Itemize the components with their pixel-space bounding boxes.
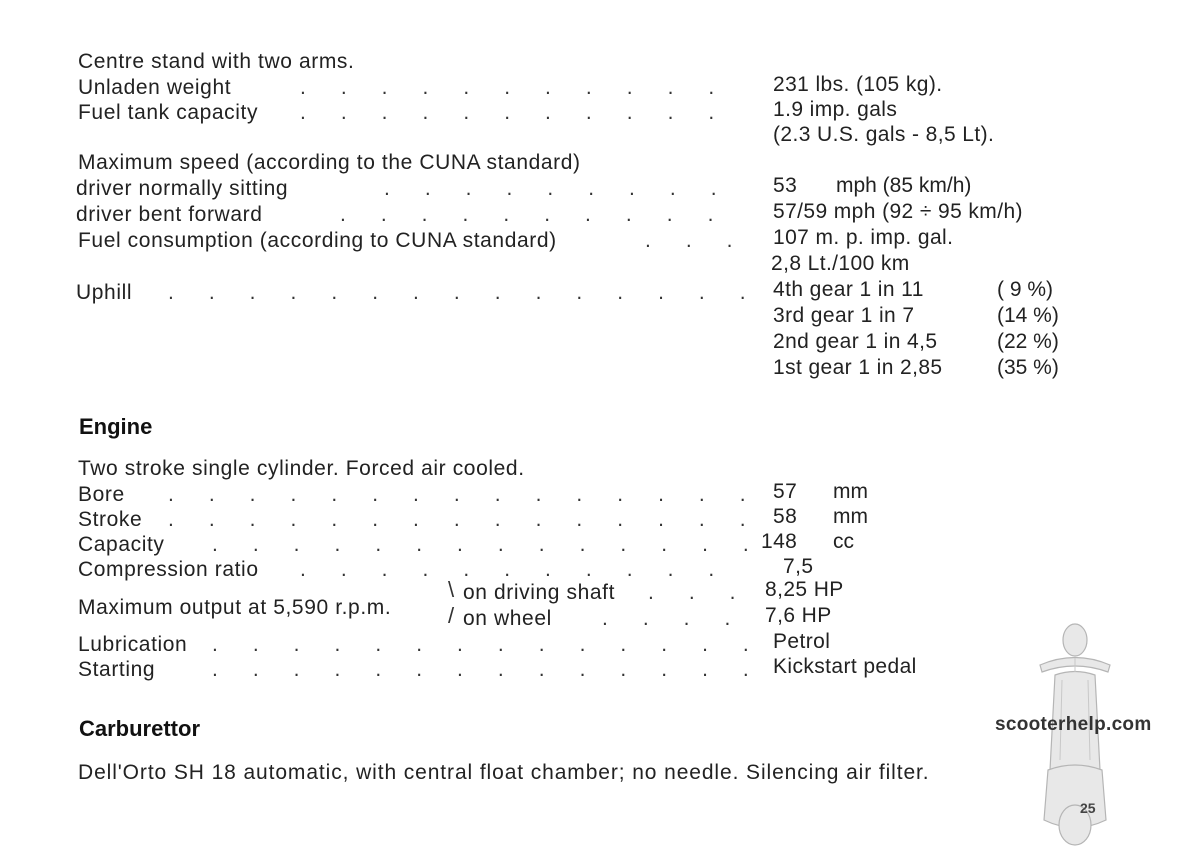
stroke-label: Stroke <box>78 508 143 531</box>
shaft-label: on driving shaft <box>463 581 616 604</box>
fuel-consumption-label: Fuel consumption (according to CUNA standard) <box>78 229 557 252</box>
unladen-weight-value: 231 lbs. (105 kg). <box>773 73 943 96</box>
bore-value: 57 <box>773 480 798 503</box>
max-speed-title: Maximum speed (according to the CUNA standard) <box>78 151 581 174</box>
capacity-value: 148 <box>761 530 798 553</box>
lubrication-label: Lubrication <box>78 633 188 656</box>
wheel-label: on wheel <box>463 607 552 630</box>
engine-description: Two stroke single cylinder. Forced air cooled. <box>78 457 525 480</box>
carburettor-heading: Carburettor <box>79 716 201 741</box>
leader-dots: . . . . . . . . . . . . . . <box>212 533 749 556</box>
leader-dots: . . . . . . . . . <box>384 177 717 200</box>
stroke-value: 58 <box>773 505 798 528</box>
bore-unit: mm <box>833 480 868 503</box>
driver-sitting-label: driver normally sitting <box>76 177 289 200</box>
driver-bent-value: 57/59 mph (92 ÷ 95 km/h) <box>773 200 1023 223</box>
lubrication-value: Petrol <box>773 630 831 653</box>
leader-dots: . . . . . . . . . . . <box>300 76 715 99</box>
leader-dots: . . . . . . . . . . . <box>300 558 715 581</box>
uphill-pct-4: ( 9 %) <box>997 278 1054 301</box>
leader-dots: . . . . . . . . . . . . . . <box>212 658 749 681</box>
unladen-weight-label: Unladen weight <box>78 76 232 99</box>
leader-dots: . . . . <box>602 607 731 630</box>
uphill-gear-3: 3rd gear 1 in 7 <box>773 304 915 327</box>
leader-dots: . . . . . . . . . . . . . . <box>212 633 749 656</box>
uphill-pct-1: (35 %) <box>997 356 1059 379</box>
bore-label: Bore <box>78 483 125 506</box>
starting-value: Kickstart pedal <box>773 655 917 678</box>
driver-sitting-value: 53 <box>773 174 798 197</box>
wheel-value: 7,6 HP <box>765 604 832 627</box>
compression-value: 7,5 <box>783 555 814 578</box>
leader-dots: . . . . . . . . . . . <box>300 101 715 124</box>
leader-dots: . . . . . . . . . . . . . . . <box>168 508 746 531</box>
uphill-pct-2: (22 %) <box>997 330 1059 353</box>
fuel-tank-label: Fuel tank capacity <box>78 101 259 124</box>
shaft-value: 8,25 HP <box>765 578 844 601</box>
leader-dots: . . . <box>648 581 736 604</box>
leader-dots: . . . . . . . . . . . . . . . <box>168 281 746 304</box>
fuel-tank-value: 1.9 imp. gals <box>773 98 898 121</box>
driver-bent-label: driver bent forward <box>76 203 263 226</box>
starting-label: Starting <box>78 658 156 681</box>
carburettor-description: Dell'Orto SH 18 automatic, with central float chamber; no needle. Silencing air filter. <box>78 761 930 784</box>
fuel-tank-value-us: (2.3 U.S. gals - 8,5 Lt). <box>773 123 995 146</box>
leader-dots: . . . . . . . . . . <box>340 203 714 226</box>
leader-dots: . . . . . . . . . . . . . . . <box>168 483 746 506</box>
driver-sitting-unit: mph (85 km/h) <box>836 174 972 197</box>
uphill-pct-3: (14 %) <box>997 304 1059 327</box>
compression-label: Compression ratio <box>78 558 259 581</box>
uphill-gear-1: 1st gear 1 in 2,85 <box>773 356 943 379</box>
engine-heading: Engine <box>79 414 153 439</box>
uphill-gear-4: 4th gear 1 in 11 <box>773 278 924 301</box>
capacity-unit: cc <box>833 530 854 553</box>
max-output-label: Maximum output at 5,590 r.p.m. <box>78 596 392 619</box>
uphill-gear-2: 2nd gear 1 in 4,5 <box>773 330 938 353</box>
stroke-unit: mm <box>833 505 868 528</box>
fuel-consumption-value: 107 m. p. imp. gal. <box>773 226 954 249</box>
fuel-consumption-value-metric: 2,8 Lt./100 km <box>771 252 910 275</box>
brace-lower: / <box>448 603 455 628</box>
watermark-text: scooterhelp.com <box>995 714 1152 735</box>
leader-dots: . . . <box>645 229 733 252</box>
brace-upper: \ <box>448 577 455 602</box>
page-number: 25 <box>1080 800 1096 816</box>
uphill-label: Uphill <box>76 281 133 304</box>
capacity-label: Capacity <box>78 533 165 556</box>
centre-stand-text: Centre stand with two arms. <box>78 50 355 73</box>
